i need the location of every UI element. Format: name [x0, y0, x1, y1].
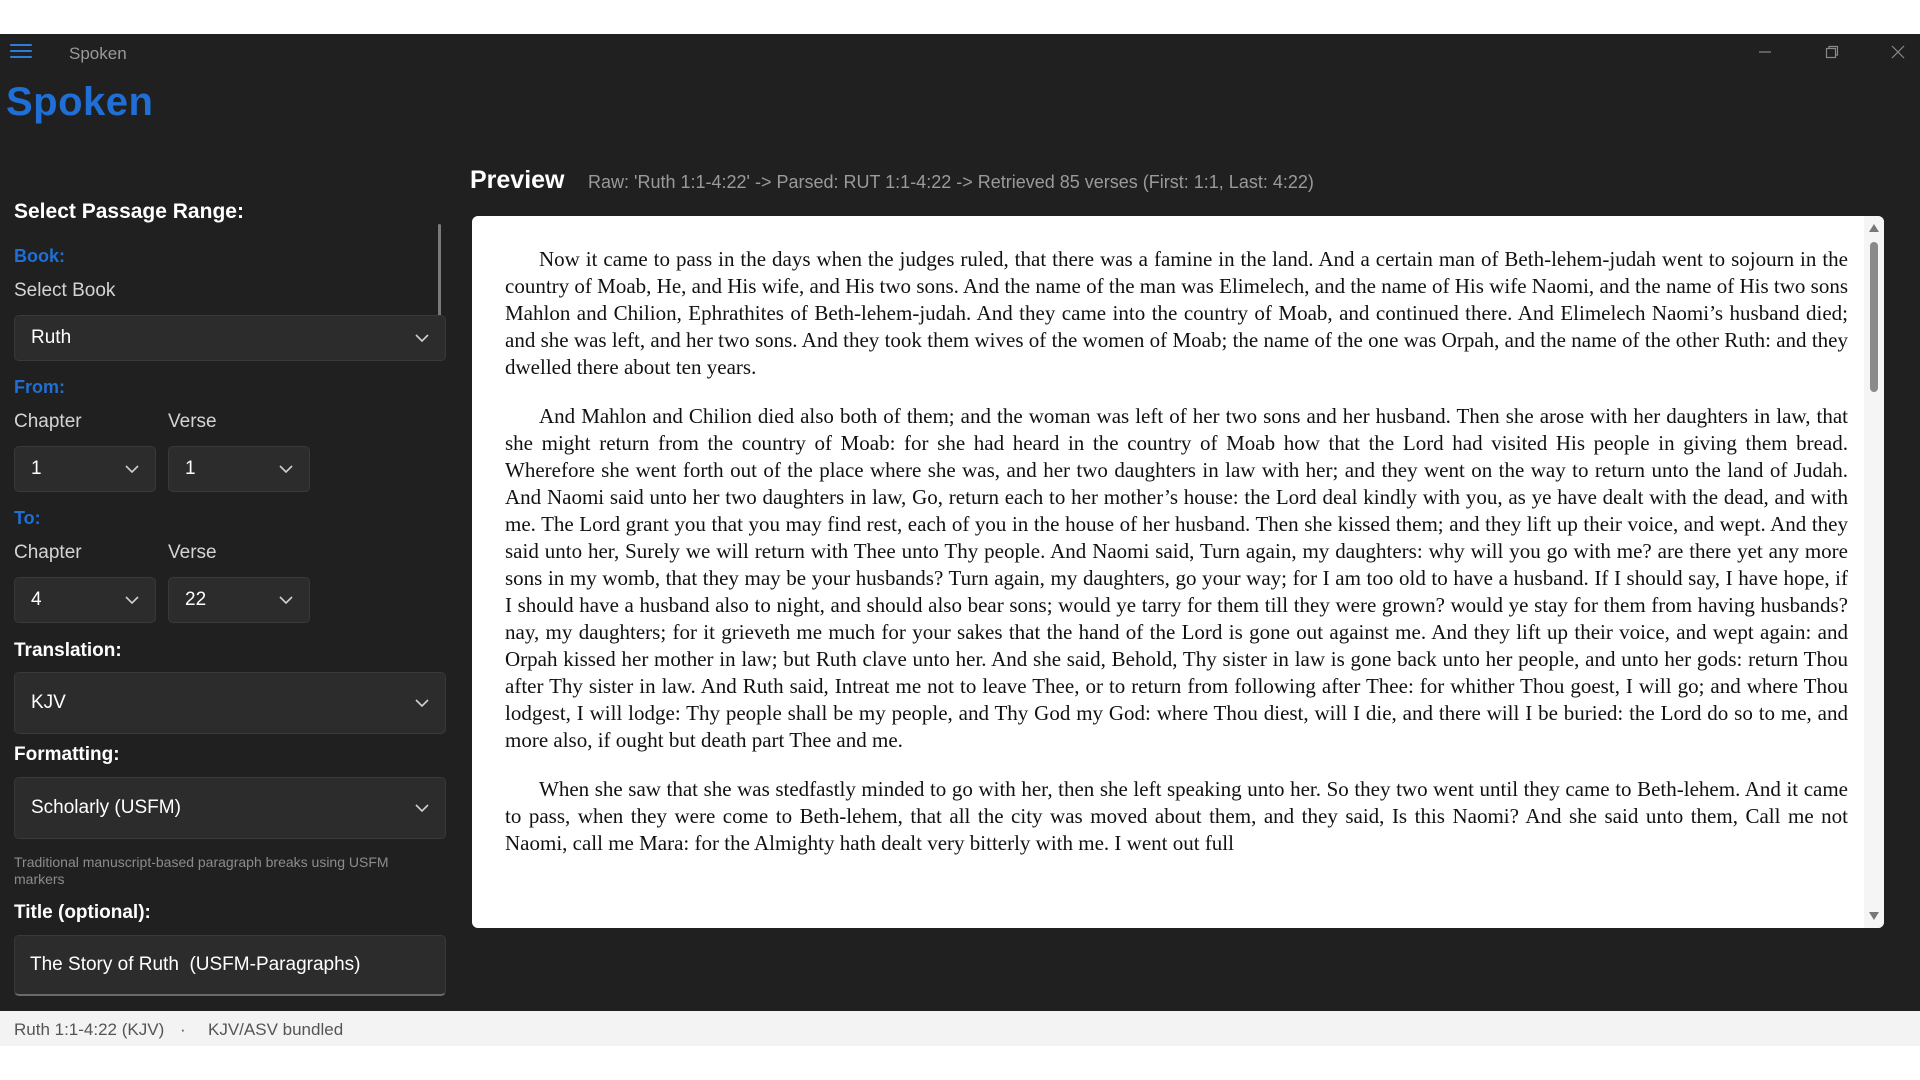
- from-verse-value: 1: [185, 458, 196, 479]
- title-input[interactable]: [14, 935, 446, 996]
- minimize-button[interactable]: [1745, 38, 1785, 66]
- chevron-down-icon: [279, 596, 293, 604]
- from-chapter-value: 1: [31, 458, 42, 479]
- chevron-down-icon: [279, 465, 293, 473]
- app-window: [0, 34, 1920, 1011]
- status-separator: ·: [180, 1020, 186, 1039]
- to-verse-value: 22: [185, 589, 207, 610]
- title-field-label: Title (optional):: [14, 902, 151, 923]
- from-label: From:: [14, 377, 65, 397]
- chevron-down-icon: [125, 465, 139, 473]
- minimize-icon: [1758, 45, 1772, 59]
- to-label: To:: [14, 508, 41, 528]
- chevron-down-icon: [125, 596, 139, 604]
- scroll-thumb[interactable]: [1870, 242, 1878, 392]
- formatting-value: Scholarly (USFM): [31, 797, 181, 818]
- from-chapter-dropdown[interactable]: [14, 446, 156, 492]
- from-verse-dropdown[interactable]: [168, 446, 310, 492]
- translation-label: Translation:: [14, 640, 122, 661]
- to-verse-label: Verse: [168, 542, 217, 563]
- hamburger-menu-icon[interactable]: [10, 44, 32, 60]
- preview-paragraph: Now it came to pass in the days when the judges ruled, that there was a famine in the land. And a certain man of Beth-lehem-judah went to sojourn in the country of Moab, He, and His wife, and His two sons. And the name of the man was Elimelech, and the name of His wife Naomi, and the name of His two sons Mahlon and Chilion, Ephrathites of Beth-lehem-judah. And they came into the country of Moab, and continued there. And Elimelech Naomi’s husband died; and she was left, and her two sons. And they took them wives of the women of Moab; the name of the one was Orpah, and the name of the other Ruth: and they dwelled there about ten years.: [505, 247, 1848, 379]
- parse-info-text: Raw: 'Ruth 1:1-4:22' -> Parsed: RUT 1:1-4:22 -> Retrieved 85 verses (First: 1:1, Last: 4:22): [588, 172, 1314, 192]
- preview-paragraph: When she saw that she was stedfastly minded to go with her, then she left speaking unto her. So they two went until they came to Beth-lehem. And it came to pass, when they were come to Beth-lehem, that all the city was moved about them, and they said, Is this Naomi? And she said unto them, Call me not Naomi, call me Mara: for the Almighty hath dealt very bitterly with me. I went out full: [505, 777, 1848, 855]
- title-bar: [0, 34, 1920, 70]
- scroll-up-icon[interactable]: [1869, 224, 1879, 232]
- chevron-down-icon: [415, 699, 429, 707]
- passage-sidebar: [0, 154, 450, 1011]
- status-bar: [0, 1011, 1920, 1046]
- book-value: Ruth: [31, 327, 72, 348]
- preview-heading: Preview: [470, 166, 565, 194]
- status-passage: Ruth 1:1-4:22 (KJV): [14, 1020, 165, 1039]
- sidebar-scrollbar[interactable]: [438, 224, 441, 328]
- book-dropdown[interactable]: [14, 315, 446, 361]
- formatting-label: Formatting:: [14, 744, 120, 765]
- to-chapter-label: Chapter: [14, 542, 82, 563]
- preview-paragraph: And Mahlon and Chilion died also both of them; and the woman was left of her two sons and her husband. Then she arose with her daughters in law, that she might return from the country of Moab: for she had heard in the country of Moab how that the Lord had visited His people in giving them bread. Wherefore she went forth out of the place where she was, and her two daughters in law with her; and they went on the way to return unto the land of Judah. And Naomi said unto her two daughters in law, Go, return each to her mother’s house: the Lord deal kindly with you, as ye have dealt with the dead, and with me. The Lord grant you that you may find rest, each of you in the house of her husband. Then she kissed them; and they lift up their voice, and wept. And they said unto her, Surely we will return with Thee unto Thy people. And Naomi said, Turn again, my daughters: why will you go with me? are there yet any more sons in my womb, that they may be your husbands? Turn again, my daughters, go your way; for I am too old to have a husband. If I should say, I have hope, if I should have a husband also to night, and should also bear sons; would ye tarry for them till they were grown? would ye stay for them from having husbands? nay, my daughters; for it grieveth me much for your sakes that the hand of the Lord is gone out against me. And they lift up their voice, and wept again: and Orpah kissed her mother in law; but Ruth clave unto her. And she said, Behold, Thy sister in law is gone back unto her people, and unto her gods: return Thou after Thy sister in law. And Ruth said, Intreat me not to leave Thee, or to return from following after Thee: for whither Thou goest, I will go; and where Thou lodgest, I will lodge: Thy people shall be my people, and Thy God my God: where Thou diest, will I die, and there will I be buried: the Lord do so to me, and more also, if ought but death part Thee and me.: [505, 404, 1848, 752]
- preview-text: [505, 246, 1848, 879]
- preview-scrollbar[interactable]: [1864, 216, 1884, 928]
- chevron-down-icon: [415, 334, 429, 342]
- from-verse-label: Verse: [168, 411, 217, 432]
- book-label: Book:: [14, 246, 65, 266]
- preview-panel[interactable]: [472, 216, 1884, 928]
- close-button[interactable]: [1878, 38, 1918, 66]
- restore-icon: [1825, 45, 1839, 59]
- scroll-down-icon[interactable]: [1869, 912, 1879, 920]
- passage-range-heading: Select Passage Range:: [14, 200, 244, 223]
- to-verse-dropdown[interactable]: [168, 577, 310, 623]
- formatting-dropdown[interactable]: [14, 777, 446, 839]
- select-book-label: Select Book: [14, 280, 116, 301]
- app-title: Spoken: [6, 80, 154, 124]
- translation-dropdown[interactable]: [14, 672, 446, 734]
- translation-value: KJV: [31, 692, 66, 713]
- restore-button[interactable]: [1812, 38, 1852, 66]
- close-icon: [1891, 45, 1905, 59]
- formatting-help-text: Traditional manuscript-based paragraph breaks using USFM markers: [14, 854, 389, 887]
- chevron-down-icon: [415, 804, 429, 812]
- window-title: Spoken: [69, 44, 127, 63]
- to-chapter-dropdown[interactable]: [14, 577, 156, 623]
- status-bundle: KJV/ASV bundled: [208, 1020, 344, 1039]
- to-chapter-value: 4: [31, 589, 42, 610]
- from-chapter-label: Chapter: [14, 411, 82, 432]
